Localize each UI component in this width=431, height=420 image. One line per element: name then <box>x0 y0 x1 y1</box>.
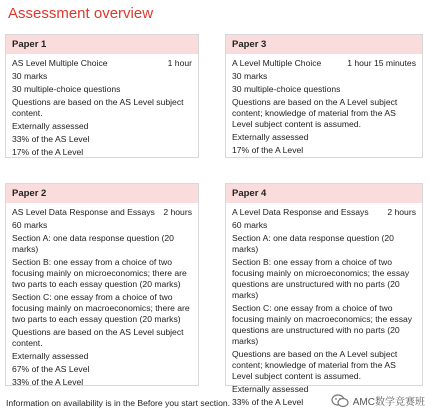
paper-line: 30 marks <box>232 71 268 81</box>
paper-line: Externally assessed <box>232 384 309 394</box>
paper-line: Questions are based on the A Level subject content; knowledge of material from the AS Level subject content is assumed. <box>232 97 398 129</box>
paper-name: AS Level Data Response and Essays <box>12 207 155 217</box>
paper-card <box>225 34 423 158</box>
paper-line: 33% of the A Level <box>12 377 84 387</box>
paper-line: Externally assessed <box>232 132 309 142</box>
paper-duration: 1 hour <box>167 58 192 68</box>
watermark-text: AMC数学竞赛班 <box>352 397 425 408</box>
paper-title: Paper 4 <box>226 184 422 203</box>
paper-line: Section B: one essay from a choice of two focusing mainly on microeconomics; the essay questions are unstructured with no parts (20 marks) <box>232 257 410 300</box>
paper-line: Section A: one data response question (20 marks) <box>12 233 174 254</box>
paper-duration: 2 hours <box>387 207 416 217</box>
paper-name: A Level Multiple Choice <box>232 58 322 68</box>
paper-line: 60 marks <box>232 220 268 230</box>
paper-line: Externally assessed <box>12 121 89 131</box>
paper-line: Questions are based on the A Level subject content; knowledge of material from the AS Level subject content is assumed. <box>232 349 398 381</box>
paper-line: Questions are based on the AS Level subject content. <box>12 327 184 348</box>
paper-name: A Level Data Response and Essays <box>232 207 369 217</box>
paper-line: 67% of the AS Level <box>12 364 90 374</box>
paper-title: Paper 1 <box>6 35 198 54</box>
paper-card <box>5 183 199 386</box>
paper-card <box>5 34 199 158</box>
paper-line: 60 marks <box>12 220 48 230</box>
paper-line: 17% of the A Level <box>232 145 304 155</box>
paper-line: 30 marks <box>12 71 48 81</box>
availability-note: Information on availability is in the Before you start section. <box>6 398 231 408</box>
watermark <box>331 393 425 408</box>
paper-name: AS Level Multiple Choice <box>12 58 108 68</box>
paper-line: 30 multiple-choice questions <box>232 84 341 94</box>
paper-title: Paper 3 <box>226 35 422 54</box>
paper-line: Questions are based on the AS Level subject content. <box>12 97 184 118</box>
paper-line: 17% of the A Level <box>12 147 84 157</box>
paper-line: 33% of the A Level <box>232 397 304 407</box>
paper-line: Section B: one essay from a choice of two focusing mainly on microeconomics; there are two parts to each essay question (20 marks) <box>12 257 187 289</box>
paper-line: Section C: one essay from a choice of two focusing mainly on macroeconomics; there are two parts to each essay question (20 marks) <box>12 292 190 324</box>
paper-line: Section A: one data response question (20 marks) <box>232 233 394 254</box>
paper-title: Paper 2 <box>6 184 198 203</box>
paper-line: Section C: one essay from a choice of two focusing mainly on macroeconomics; the essay questions are unstructured with no parts (20 marks) <box>232 303 413 346</box>
wechat-icon <box>331 394 349 408</box>
paper-line: Externally assessed <box>12 351 89 361</box>
paper-line: 30 multiple-choice questions <box>12 84 121 94</box>
paper-duration: 1 hour 15 minutes <box>347 58 416 68</box>
page-title: Assessment overview <box>8 5 154 22</box>
paper-line: 33% of the AS Level <box>12 134 90 144</box>
paper-duration: 2 hours <box>163 207 192 217</box>
